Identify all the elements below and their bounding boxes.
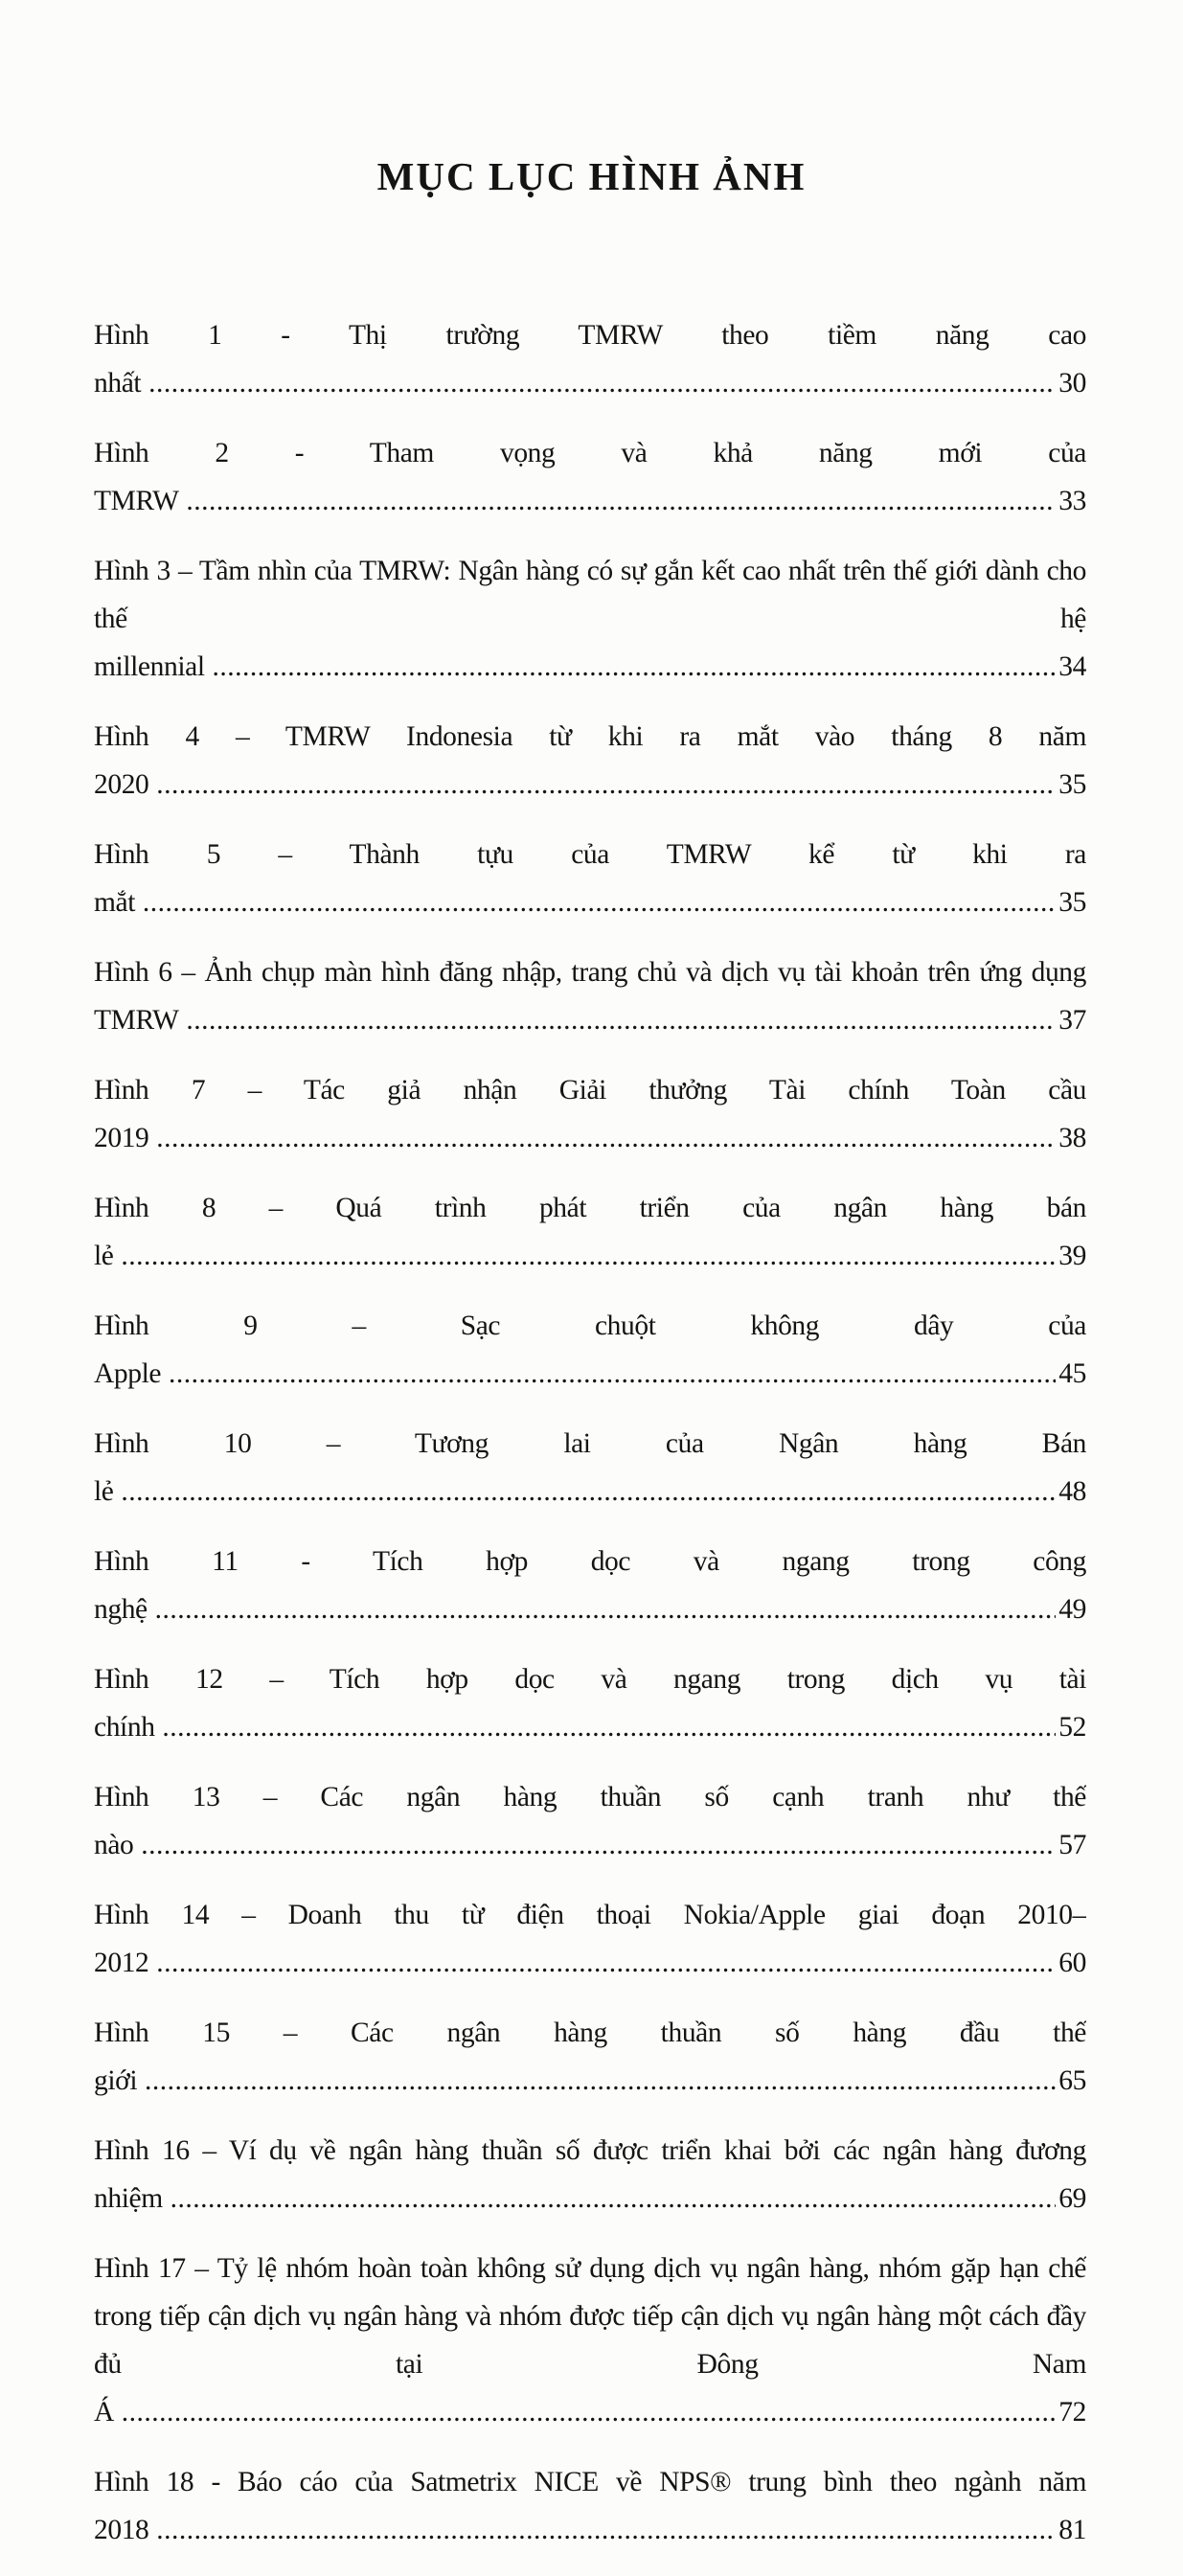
toc-entry-page-number: 69 bbox=[1056, 2175, 1086, 2223]
toc-entry-page-number: 57 bbox=[1056, 1821, 1086, 1869]
toc-entry-title: Hình 9 – Sạc chuột không dây của Apple ..... bbox=[94, 1311, 1086, 1389]
toc-entry-title: Hình 1 - Thị trường TMRW theo tiềm năng cao nhất ..... bbox=[94, 320, 1086, 399]
toc-entry[interactable] bbox=[94, 1891, 1086, 1987]
toc-entry-page-number: 81 bbox=[1056, 2506, 1086, 2554]
toc-entry-page-number: 49 bbox=[1056, 1585, 1086, 1633]
toc-entry-page-number: 33 bbox=[1056, 477, 1086, 525]
toc-entry-page-number: 39 bbox=[1056, 1232, 1086, 1280]
toc-entry-title: Hình 13 – Các ngân hàng thuần số cạnh tranh như thế nào ..... bbox=[94, 1782, 1086, 1860]
toc-entry-page-number: 34 bbox=[1056, 643, 1086, 691]
toc-entry[interactable] bbox=[94, 2458, 1086, 2554]
toc-entry-page-number: 37 bbox=[1056, 996, 1086, 1044]
toc-entry-title: Hình 6 – Ảnh chụp màn hình đăng nhập, trang chủ và dịch vụ tài khoản trên ứng dụng TMRW ..... bbox=[94, 957, 1086, 1036]
toc-entry-title: Hình 4 – TMRW Indonesia từ khi ra mắt vào tháng 8 năm 2020 ..... bbox=[94, 721, 1086, 800]
toc-entry[interactable] bbox=[94, 2009, 1086, 2105]
toc-entry-title: Hình 5 – Thành tựu của TMRW kể từ khi ra mắt ..... bbox=[94, 839, 1086, 918]
toc-entry-title: Hình 8 – Quá trình phát triển của ngân hàng bán lẻ ..... bbox=[94, 1193, 1086, 1271]
toc-entry-page-number: 60 bbox=[1056, 1939, 1086, 1987]
toc-entry[interactable] bbox=[94, 1420, 1086, 1516]
toc-entry-title: Hình 7 – Tác giả nhận Giải thưởng Tài chính Toàn cầu 2019 ..... bbox=[94, 1075, 1086, 1153]
toc-entry[interactable] bbox=[94, 948, 1086, 1044]
toc-entry[interactable] bbox=[94, 429, 1086, 525]
toc-entry[interactable] bbox=[94, 1773, 1086, 1869]
toc-entry-page-number: 30 bbox=[1056, 359, 1086, 407]
toc-entry-page-number: 52 bbox=[1056, 1703, 1086, 1751]
figure-list bbox=[94, 311, 1086, 2576]
toc-entry-title: Hình 18 - Báo cáo của Satmetrix NICE về NPS® trung bình theo ngành năm 2018 ..... bbox=[94, 2467, 1086, 2545]
toc-entry-page-number: 35 bbox=[1056, 878, 1086, 926]
toc-entry-title: Hình 11 - Tích hợp dọc và ngang trong công nghệ ..... bbox=[94, 1546, 1086, 1625]
toc-entry[interactable] bbox=[94, 713, 1086, 809]
toc-entry-title: Hình 2 - Tham vọng và khả năng mới của TMRW ..... bbox=[94, 438, 1086, 516]
toc-entry[interactable] bbox=[94, 2245, 1086, 2436]
toc-entry-title: Hình 15 – Các ngân hàng thuần số hàng đầu thế giới ..... bbox=[94, 2017, 1086, 2096]
toc-entry[interactable] bbox=[94, 311, 1086, 407]
toc-entry-page-number: 35 bbox=[1056, 761, 1086, 809]
toc-entry[interactable] bbox=[94, 547, 1086, 691]
toc-entry-page-number: 45 bbox=[1056, 1350, 1086, 1398]
toc-entry-title: Hình 10 – Tương lai của Ngân hàng Bán lẻ ..... bbox=[94, 1428, 1086, 1507]
toc-entry-page-number: 65 bbox=[1056, 2057, 1086, 2105]
toc-entry[interactable] bbox=[94, 831, 1086, 926]
toc-entry-page-number: 38 bbox=[1056, 1114, 1086, 1162]
toc-entry-title: Hình 3 – Tầm nhìn của TMRW: Ngân hàng có sự gắn kết cao nhất trên thế giới dành cho thế hệ millennial ..... bbox=[94, 556, 1086, 682]
toc-entry-page-number: 72 bbox=[1056, 2388, 1086, 2436]
toc-entry[interactable] bbox=[94, 1302, 1086, 1398]
toc-entry[interactable] bbox=[94, 1184, 1086, 1280]
toc-entry[interactable] bbox=[94, 1066, 1086, 1162]
toc-entry-title: Hình 12 – Tích hợp dọc và ngang trong dịch vụ tài chính ..... bbox=[94, 1664, 1086, 1743]
toc-entry-page-number: 48 bbox=[1056, 1468, 1086, 1516]
toc-entry-title: Hình 16 – Ví dụ về ngân hàng thuần số được triển khai bởi các ngân hàng đương nhiệm ..... bbox=[94, 2135, 1086, 2214]
toc-entry[interactable] bbox=[94, 2127, 1086, 2223]
toc-entry-title: Hình 17 – Tỷ lệ nhóm hoàn toàn không sử dụng dịch vụ ngân hàng, nhóm gặp hạn chế trong tiếp cận dịch vụ ngân hàng và nhóm được tiếp cận dịch vụ ngân hàng một cách đầy đủ tại Đông Nam Á ..... bbox=[94, 2253, 1086, 2428]
page-title: MỤC LỤC HÌNH ẢNH bbox=[376, 154, 807, 198]
toc-entry-title: Hình 14 – Doanh thu từ điện thoại Nokia/Apple giai đoạn 2010–2012 ..... bbox=[94, 1900, 1086, 1978]
toc-entry[interactable] bbox=[94, 1655, 1086, 1751]
toc-entry[interactable] bbox=[94, 1538, 1086, 1633]
